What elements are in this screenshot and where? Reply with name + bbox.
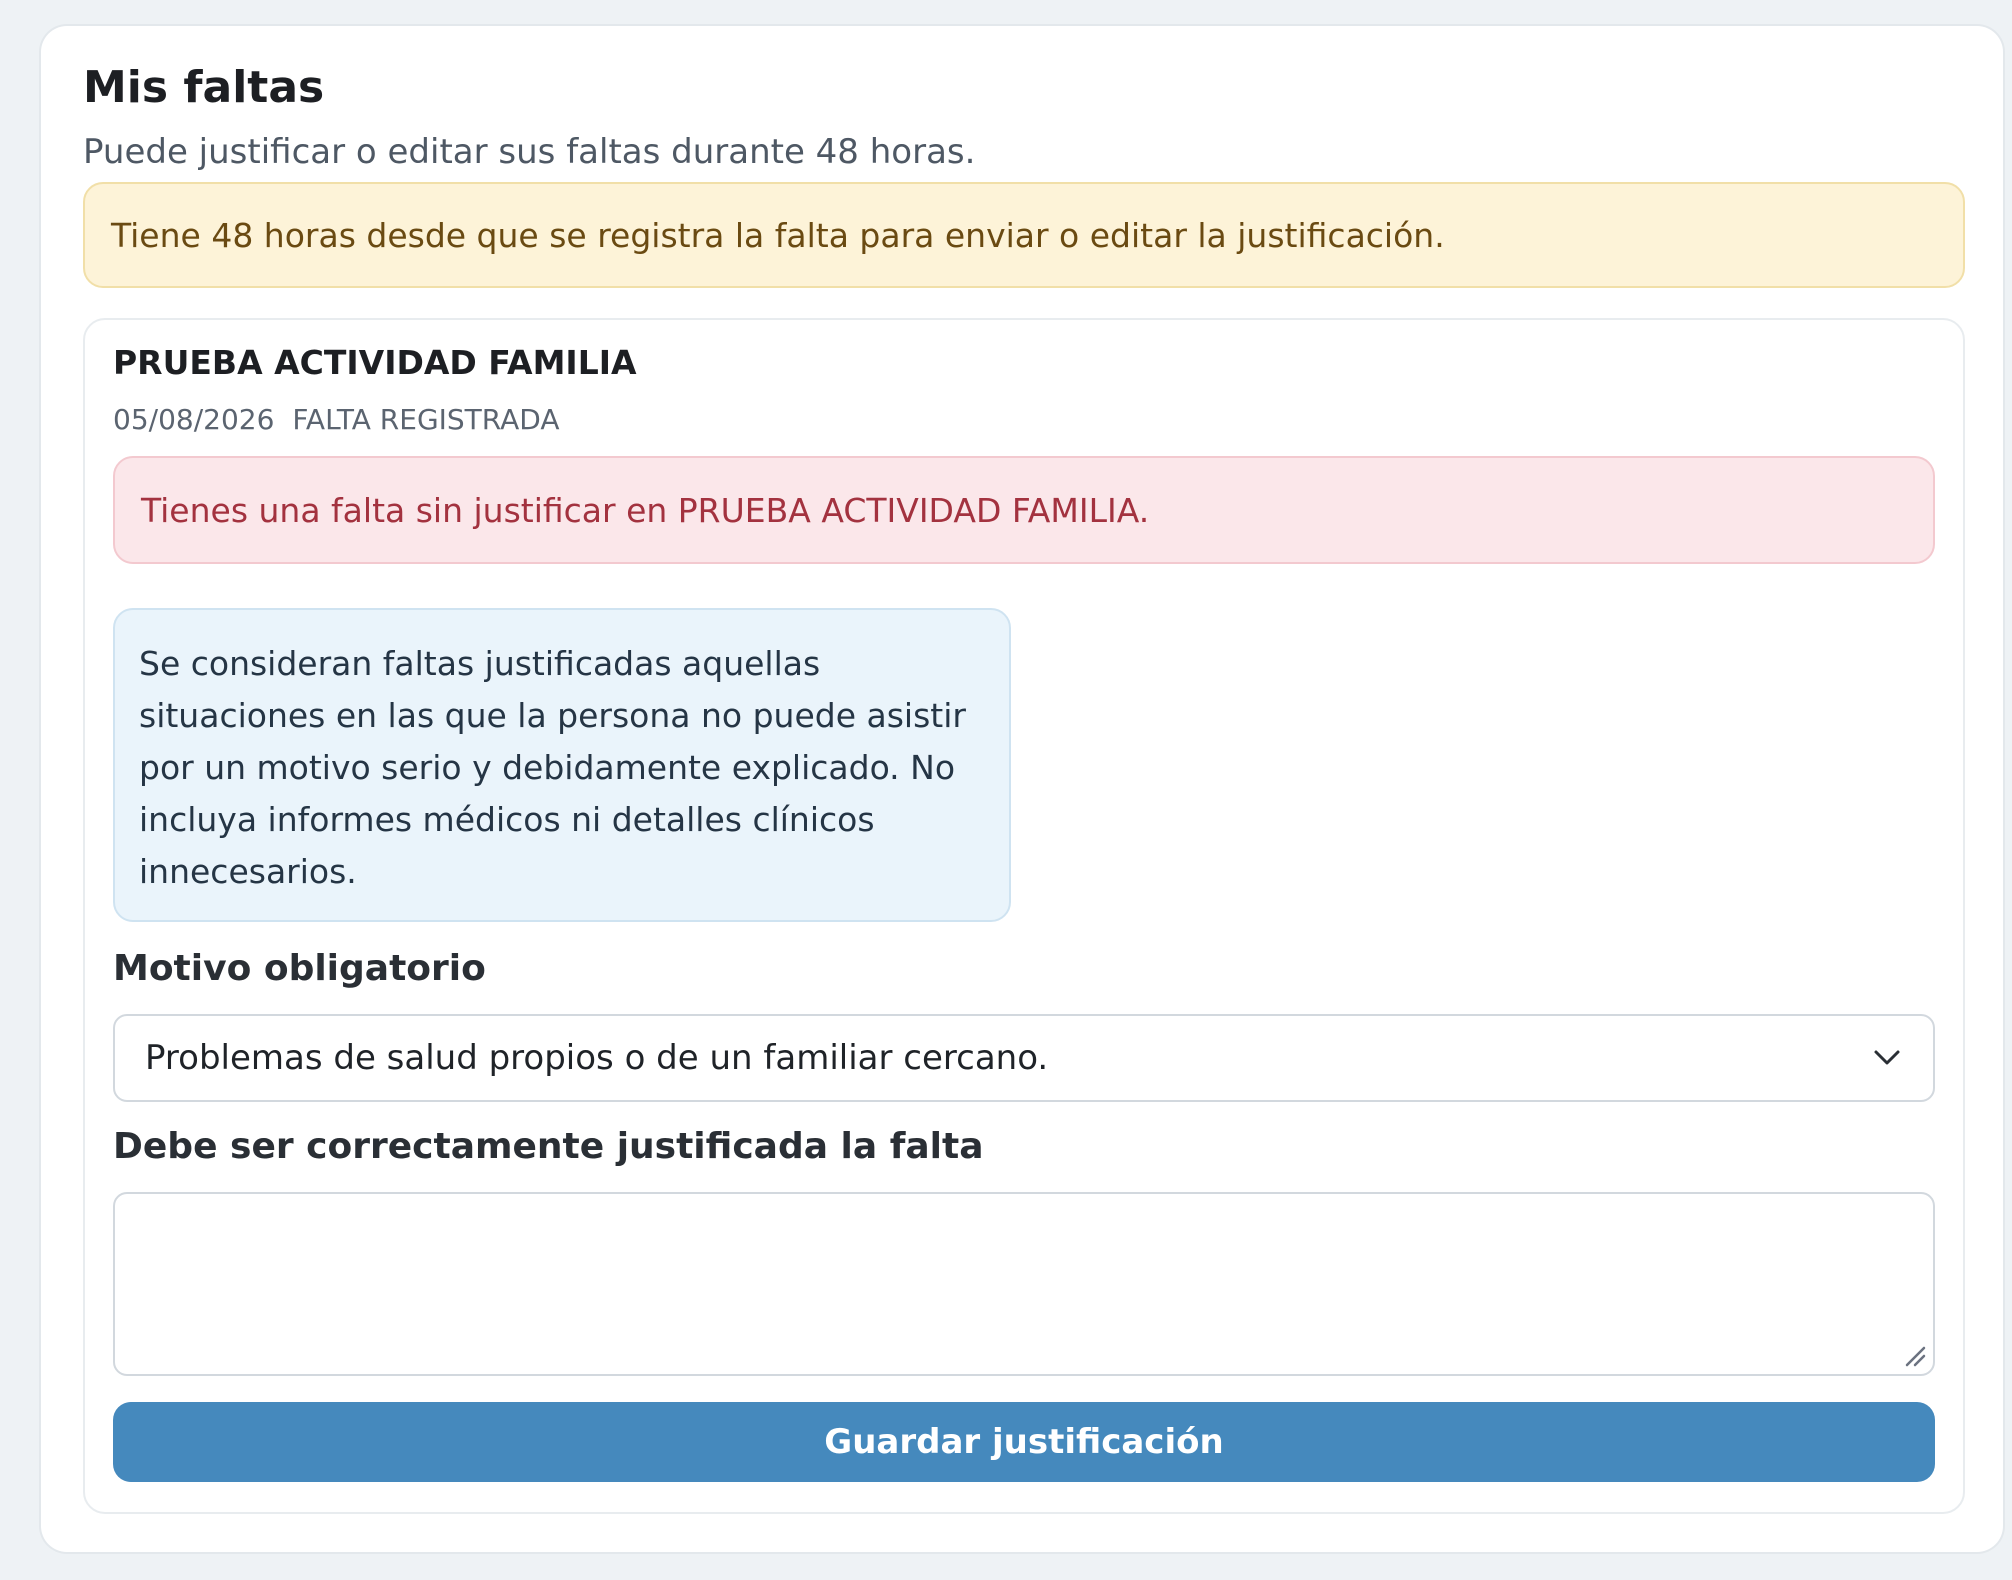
justification-textarea[interactable]	[115, 1194, 1933, 1374]
absence-meta	[113, 403, 559, 436]
save-justification-button[interactable]: Guardar justificación	[113, 1402, 1935, 1482]
error-text: Tienes una falta sin justificar en PRUEBA ACTIVIDAD FAMILIA.	[141, 490, 1150, 530]
info-box: Se consideran faltas justificadas aquellas situaciones en las que la persona no puede asistir por un motivo serio y debidamente explicado. No incluya informes médicos ni detalles clínicos innecesarios.	[113, 608, 1011, 922]
reason-select-value: Problemas de salud propios o de un familiar cercano.	[145, 1038, 1049, 1078]
page-title: Mis faltas	[83, 62, 325, 113]
justification-label: Debe ser correctamente justificada la falta	[113, 1126, 984, 1167]
resize-handle-icon[interactable]	[1901, 1342, 1927, 1368]
status-badge: FALTA REGISTRADA	[292, 403, 560, 436]
page-subtitle: Puede justificar o editar sus faltas durante 48 horas.	[83, 132, 976, 172]
activity-title: PRUEBA ACTIVIDAD FAMILIA	[113, 343, 637, 382]
justification-field-wrapper	[113, 1192, 1935, 1376]
reason-label: Motivo obligatorio	[113, 948, 486, 989]
chevron-down-icon	[1871, 1042, 1903, 1074]
warning-banner	[83, 182, 1965, 288]
reason-select[interactable]	[113, 1014, 1935, 1102]
absence-date: 05/08/2026	[113, 403, 275, 436]
warning-text: Tiene 48 horas desde que se registra la falta para enviar o editar la justificación.	[111, 215, 1445, 255]
error-banner	[113, 456, 1935, 564]
